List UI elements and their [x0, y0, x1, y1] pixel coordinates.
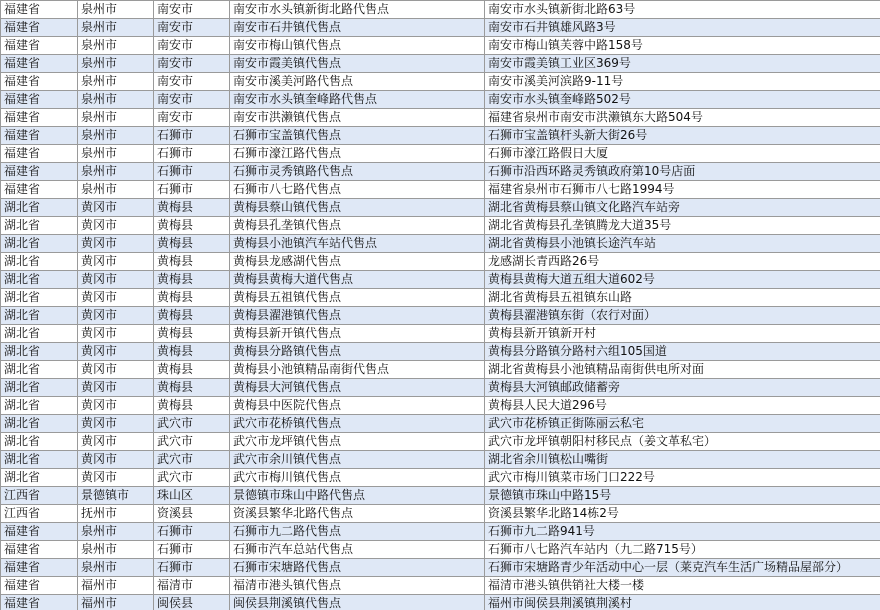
county-cell[interactable]: 石狮市: [154, 181, 230, 199]
outlet-name-cell[interactable]: 石狮市汽车总站代售点: [230, 541, 485, 559]
county-cell[interactable]: 珠山区: [154, 487, 230, 505]
outlet-name-cell[interactable]: 黄梅县孔垄镇代售点: [230, 217, 485, 235]
county-cell[interactable]: 石狮市: [154, 127, 230, 145]
province-cell[interactable]: 湖北省: [1, 433, 78, 451]
city-cell[interactable]: 黄冈市: [78, 343, 154, 361]
address-cell[interactable]: 石狮市宝盖镇杆头新大街26号: [485, 127, 880, 145]
county-cell[interactable]: 黄梅县: [154, 235, 230, 253]
county-cell[interactable]: 武穴市: [154, 451, 230, 469]
county-cell[interactable]: 南安市: [154, 109, 230, 127]
city-cell[interactable]: 黄冈市: [78, 253, 154, 271]
county-cell[interactable]: 黄梅县: [154, 361, 230, 379]
city-cell[interactable]: 黄冈市: [78, 235, 154, 253]
outlet-name-cell[interactable]: 石狮市灵秀镇路代售点: [230, 163, 485, 181]
outlet-name-cell[interactable]: 石狮市八七路代售点: [230, 181, 485, 199]
city-cell[interactable]: 泉州市: [78, 91, 154, 109]
table-row: [1, 91, 880, 109]
outlet-name-cell[interactable]: 石狮市宋塘路代售点: [230, 559, 485, 577]
province-cell[interactable]: 福建省: [1, 37, 78, 55]
outlet-name-cell[interactable]: 南安市梅山镇代售点: [230, 37, 485, 55]
province-cell[interactable]: 湖北省: [1, 343, 78, 361]
address-cell[interactable]: 南安市溪美河滨路9-11号: [485, 73, 880, 91]
province-cell[interactable]: 福建省: [1, 523, 78, 541]
province-cell[interactable]: 江西省: [1, 487, 78, 505]
county-cell[interactable]: 石狮市: [154, 541, 230, 559]
table-row: [1, 271, 880, 289]
table-row: [1, 541, 880, 559]
county-cell[interactable]: 闽侯县: [154, 595, 230, 610]
outlet-name-cell[interactable]: 石狮市九二路代售点: [230, 523, 485, 541]
city-cell[interactable]: 黄冈市: [78, 199, 154, 217]
province-cell[interactable]: 福建省: [1, 19, 78, 37]
outlet-name-cell[interactable]: 南安市溪美河路代售点: [230, 73, 485, 91]
county-cell[interactable]: 福清市: [154, 577, 230, 595]
outlet-name-cell[interactable]: 黄梅县分路镇代售点: [230, 343, 485, 361]
province-cell[interactable]: 福建省: [1, 109, 78, 127]
address-cell[interactable]: 资溪县繁华北路14栋2号: [485, 505, 880, 523]
city-cell[interactable]: 黄冈市: [78, 271, 154, 289]
address-cell[interactable]: 龙感湖长青西路26号: [485, 253, 880, 271]
province-cell[interactable]: 福建省: [1, 127, 78, 145]
city-cell[interactable]: 泉州市: [78, 145, 154, 163]
county-cell[interactable]: 黄梅县: [154, 199, 230, 217]
city-cell[interactable]: 黄冈市: [78, 379, 154, 397]
county-cell[interactable]: 南安市: [154, 91, 230, 109]
city-cell[interactable]: 黄冈市: [78, 433, 154, 451]
province-cell[interactable]: 福建省: [1, 91, 78, 109]
city-cell[interactable]: 泉州市: [78, 37, 154, 55]
table-row: [1, 199, 880, 217]
city-cell[interactable]: 泉州市: [78, 163, 154, 181]
address-cell[interactable]: 湖北省黄梅县蔡山镇文化路汽车站旁: [485, 199, 880, 217]
outlet-name-cell[interactable]: 南安市洪濑镇代售点: [230, 109, 485, 127]
address-cell[interactable]: 黄梅县濯港镇东街（农行对面）: [485, 307, 880, 325]
county-cell[interactable]: 南安市: [154, 73, 230, 91]
address-cell[interactable]: 湖北省余川镇松山嘴街: [485, 451, 880, 469]
province-cell[interactable]: 福建省: [1, 595, 78, 610]
outlet-name-cell[interactable]: 武穴市龙坪镇代售点: [230, 433, 485, 451]
table-row: [1, 343, 880, 361]
table-row: [1, 415, 880, 433]
table-row: [1, 559, 880, 577]
address-cell[interactable]: 南安市水头镇新街北路63号: [485, 1, 880, 19]
county-cell[interactable]: 黄梅县: [154, 253, 230, 271]
table-row: [1, 145, 880, 163]
outlet-name-cell[interactable]: 南安市石井镇代售点: [230, 19, 485, 37]
province-cell[interactable]: 江西省: [1, 505, 78, 523]
county-cell[interactable]: 武穴市: [154, 415, 230, 433]
table-row: [1, 163, 880, 181]
county-cell[interactable]: 黄梅县: [154, 343, 230, 361]
county-cell[interactable]: 南安市: [154, 55, 230, 73]
table-row: [1, 469, 880, 487]
city-cell[interactable]: 泉州市: [78, 523, 154, 541]
outlet-name-cell[interactable]: 黄梅县中医院代售点: [230, 397, 485, 415]
province-cell[interactable]: 湖北省: [1, 253, 78, 271]
province-cell[interactable]: 湖北省: [1, 289, 78, 307]
city-cell[interactable]: 福州市: [78, 595, 154, 610]
table-row: [1, 523, 880, 541]
address-cell[interactable]: 黄梅县黄梅大道五组大道602号: [485, 271, 880, 289]
outlet-name-cell[interactable]: 石狮市濠江路代售点: [230, 145, 485, 163]
outlet-name-cell[interactable]: 南安市水头镇新街北路代售点: [230, 1, 485, 19]
table-row: [1, 397, 880, 415]
county-cell[interactable]: 黄梅县: [154, 271, 230, 289]
address-cell[interactable]: 湖北省黄梅县小池镇长途汽车站: [485, 235, 880, 253]
address-cell[interactable]: 石狮市八七路汽车站内（九二路715号）: [485, 541, 880, 559]
address-cell[interactable]: 黄梅县分路镇分路村六组105国道: [485, 343, 880, 361]
city-cell[interactable]: 泉州市: [78, 73, 154, 91]
table-row: [1, 325, 880, 343]
city-cell[interactable]: 泉州市: [78, 19, 154, 37]
address-cell[interactable]: 武穴市龙坪镇朝阳村移民点（姜文革私宅）: [485, 433, 880, 451]
county-cell[interactable]: 石狮市: [154, 523, 230, 541]
county-cell[interactable]: 黄梅县: [154, 397, 230, 415]
address-cell[interactable]: 武穴市梅川镇菜市场门口222号: [485, 469, 880, 487]
city-cell[interactable]: 黄冈市: [78, 361, 154, 379]
province-cell[interactable]: 福建省: [1, 577, 78, 595]
address-cell[interactable]: 黄梅县大河镇邮政储蓄旁: [485, 379, 880, 397]
table-row: [1, 379, 880, 397]
county-cell[interactable]: 武穴市: [154, 433, 230, 451]
address-cell[interactable]: 石狮市九二路941号: [485, 523, 880, 541]
county-cell[interactable]: 资溪县: [154, 505, 230, 523]
outlet-name-cell[interactable]: 石狮市宝盖镇代售点: [230, 127, 485, 145]
table-row: [1, 433, 880, 451]
table-row: [1, 307, 880, 325]
province-cell[interactable]: 湖北省: [1, 235, 78, 253]
table-row: [1, 37, 880, 55]
city-cell[interactable]: 泉州市: [78, 1, 154, 19]
province-cell[interactable]: 湖北省: [1, 469, 78, 487]
province-cell[interactable]: 福建省: [1, 73, 78, 91]
table-row: [1, 181, 880, 199]
address-cell[interactable]: 黄梅县人民大道296号: [485, 397, 880, 415]
table-row: [1, 253, 880, 271]
county-cell[interactable]: 武穴市: [154, 469, 230, 487]
table-row: [1, 127, 880, 145]
table-row: [1, 73, 880, 91]
outlet-name-cell[interactable]: 黄梅县五祖镇代售点: [230, 289, 485, 307]
city-cell[interactable]: 泉州市: [78, 559, 154, 577]
county-cell[interactable]: 黄梅县: [154, 217, 230, 235]
address-cell[interactable]: 福清市港头镇供销社大楼一楼: [485, 577, 880, 595]
city-cell[interactable]: 泉州市: [78, 55, 154, 73]
table-row: [1, 487, 880, 505]
province-cell[interactable]: 湖北省: [1, 415, 78, 433]
address-cell[interactable]: 南安市梅山镇芙蓉中路158号: [485, 37, 880, 55]
province-cell[interactable]: 湖北省: [1, 379, 78, 397]
table-row: [1, 361, 880, 379]
outlet-name-cell[interactable]: 黄梅县龙感湖代售点: [230, 253, 485, 271]
county-cell[interactable]: 石狮市: [154, 145, 230, 163]
table-body: [1, 1, 880, 610]
address-cell[interactable]: 福建省泉州市南安市洪濑镇东大路504号: [485, 109, 880, 127]
address-cell[interactable]: 景德镇市珠山中路15号: [485, 487, 880, 505]
address-cell[interactable]: 湖北省黄梅县小池镇精品南街供电所对面: [485, 361, 880, 379]
table-row: [1, 19, 880, 37]
outlet-name-cell[interactable]: 武穴市梅川镇代售点: [230, 469, 485, 487]
county-cell[interactable]: 黄梅县: [154, 325, 230, 343]
province-cell[interactable]: 湖北省: [1, 199, 78, 217]
outlet-name-cell[interactable]: 黄梅县新开镇代售点: [230, 325, 485, 343]
outlet-name-cell[interactable]: 武穴市余川镇代售点: [230, 451, 485, 469]
city-cell[interactable]: 黄冈市: [78, 469, 154, 487]
province-cell[interactable]: 福建省: [1, 1, 78, 19]
city-cell[interactable]: 黄冈市: [78, 397, 154, 415]
county-cell[interactable]: 黄梅县: [154, 307, 230, 325]
province-cell[interactable]: 福建省: [1, 559, 78, 577]
table-row: [1, 451, 880, 469]
table-row: [1, 235, 880, 253]
table-row: [1, 55, 880, 73]
province-cell[interactable]: 湖北省: [1, 361, 78, 379]
province-cell[interactable]: 福建省: [1, 163, 78, 181]
outlet-name-cell[interactable]: 黄梅县濯港镇代售点: [230, 307, 485, 325]
address-cell[interactable]: 福州市闽侯县荆溪镇荆溪村: [485, 595, 880, 610]
outlet-name-cell[interactable]: 福清市港头镇代售点: [230, 577, 485, 595]
address-cell[interactable]: 黄梅县新开镇新开村: [485, 325, 880, 343]
outlet-name-cell[interactable]: 黄梅县黄梅大道代售点: [230, 271, 485, 289]
city-cell[interactable]: 黄冈市: [78, 451, 154, 469]
address-cell[interactable]: 石狮市沿西环路灵秀镇政府第10号店面: [485, 163, 880, 181]
county-cell[interactable]: 石狮市: [154, 163, 230, 181]
table-row: [1, 577, 880, 595]
county-cell[interactable]: 黄梅县: [154, 289, 230, 307]
city-cell[interactable]: 黄冈市: [78, 307, 154, 325]
city-cell[interactable]: 泉州市: [78, 127, 154, 145]
city-cell[interactable]: 泉州市: [78, 541, 154, 559]
city-cell[interactable]: 黄冈市: [78, 289, 154, 307]
city-cell[interactable]: 泉州市: [78, 181, 154, 199]
outlet-name-cell[interactable]: 黄梅县小池镇汽车站代售点: [230, 235, 485, 253]
province-cell[interactable]: 湖北省: [1, 451, 78, 469]
city-cell[interactable]: 抚州市: [78, 505, 154, 523]
city-cell[interactable]: 黄冈市: [78, 217, 154, 235]
address-cell[interactable]: 石狮市濠江路假日大厦: [485, 145, 880, 163]
city-cell[interactable]: 福州市: [78, 577, 154, 595]
province-cell[interactable]: 湖北省: [1, 271, 78, 289]
province-cell[interactable]: 湖北省: [1, 325, 78, 343]
address-cell[interactable]: 湖北省黄梅县五祖镇东山路: [485, 289, 880, 307]
table-row: [1, 1, 880, 19]
address-cell[interactable]: 石狮市宋塘路青少年活动中心一层（莱克汽车生活广场精品屋部分）: [485, 559, 880, 577]
province-cell[interactable]: 湖北省: [1, 307, 78, 325]
table-row: [1, 109, 880, 127]
address-cell[interactable]: 南安市石井镇雄风路3号: [485, 19, 880, 37]
province-cell[interactable]: 湖北省: [1, 217, 78, 235]
county-cell[interactable]: 南安市: [154, 19, 230, 37]
county-cell[interactable]: 南安市: [154, 37, 230, 55]
outlet-name-cell[interactable]: 黄梅县蔡山镇代售点: [230, 199, 485, 217]
province-cell[interactable]: 福建省: [1, 55, 78, 73]
outlet-name-cell[interactable]: 黄梅县大河镇代售点: [230, 379, 485, 397]
table-row: [1, 289, 880, 307]
county-cell[interactable]: 石狮市: [154, 559, 230, 577]
outlet-name-cell[interactable]: 景德镇市珠山中路代售点: [230, 487, 485, 505]
province-cell[interactable]: 福建省: [1, 145, 78, 163]
outlet-name-cell[interactable]: 闽侯县荆溪镇代售点: [230, 595, 485, 610]
address-cell[interactable]: 南安市水头镇奎峰路502号: [485, 91, 880, 109]
province-cell[interactable]: 福建省: [1, 541, 78, 559]
address-cell[interactable]: 武穴市花桥镇正街陈丽云私宅: [485, 415, 880, 433]
county-cell[interactable]: 南安市: [154, 1, 230, 19]
outlet-name-cell[interactable]: 南安市霞美镇代售点: [230, 55, 485, 73]
city-cell[interactable]: 泉州市: [78, 109, 154, 127]
outlet-name-cell[interactable]: 南安市水头镇奎峰路代售点: [230, 91, 485, 109]
table-row: [1, 505, 880, 523]
outlet-name-cell[interactable]: 资溪县繁华北路代售点: [230, 505, 485, 523]
city-cell[interactable]: 黄冈市: [78, 325, 154, 343]
address-cell[interactable]: 福建省泉州市石狮市八七路1994号: [485, 181, 880, 199]
city-cell[interactable]: 黄冈市: [78, 415, 154, 433]
province-cell[interactable]: 湖北省: [1, 397, 78, 415]
address-cell[interactable]: 湖北省黄梅县孔垄镇腾龙大道35号: [485, 217, 880, 235]
table-row: [1, 595, 880, 610]
address-cell[interactable]: 南安市霞美镇工业区369号: [485, 55, 880, 73]
province-cell[interactable]: 福建省: [1, 181, 78, 199]
city-cell[interactable]: 景德镇市: [78, 487, 154, 505]
table-row: [1, 217, 880, 235]
outlet-name-cell[interactable]: 武穴市花桥镇代售点: [230, 415, 485, 433]
county-cell[interactable]: 黄梅县: [154, 379, 230, 397]
outlet-name-cell[interactable]: 黄梅县小池镇精品南街代售点: [230, 361, 485, 379]
